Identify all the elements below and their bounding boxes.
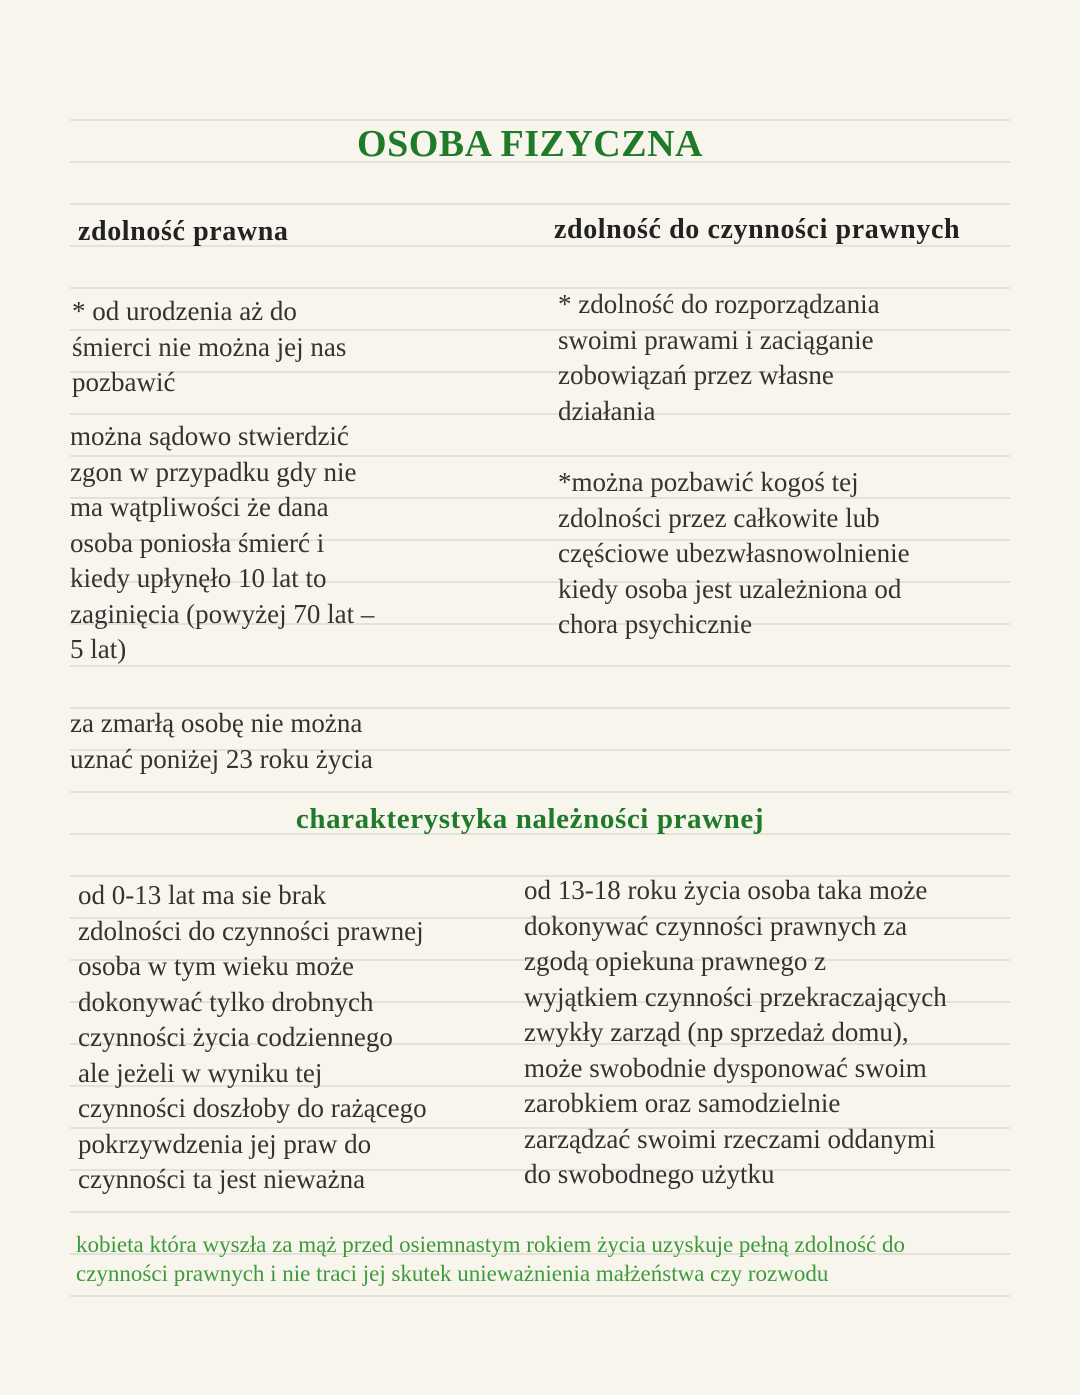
rule-line bbox=[70, 791, 1010, 793]
footnote-marriage: kobieta która wyszła za mąż przed osiemnastym rokiem życia uzyskuje pełną zdolność do czynności prawnych i nie traci jej skutek unieważnienia małżeństwa czy rozwodu bbox=[76, 1232, 905, 1286]
age-0-13-paragraph: od 0-13 lat ma sie brak zdolności do czynności prawnej osoba w tym wieku może dokonywać tylko drobnych czynności życia codziennego ale jeżeli w wyniku tej czynności doszłoby do rażącego pokrzywdzenia jej praw do czynności ta jest nieważna bbox=[78, 880, 427, 1194]
left-paragraph-death-declaration: można sądowo stwierdzić zgon w przypadku gdy nie ma wątpliwości że dana osoba poniosła śmierć i kiedy upłynęło 10 lat to zaginięcia (powyżej 70 lat – 5 lat) bbox=[70, 421, 375, 664]
left-paragraph-age-limit: za zmarłą osobę nie można uznać poniżej 23 roku życia bbox=[70, 708, 373, 774]
age-13-18-paragraph: od 13-18 roku życia osoba taka może dokonywać czynności prawnych za zgodą opiekuna prawnego z wyjątkiem czynności przekraczających zwykły zarząd (np sprzedaż domu), może swobodnie dysponować swoim zarobkiem oraz samodzielnie zarządzać swoimi rzeczami oddanymi do swobodnego użytku bbox=[524, 875, 947, 1189]
rule-line bbox=[70, 119, 1010, 121]
section-heading: charakterystyka należności prawnej bbox=[295, 803, 765, 835]
heading-legal-capacity: zdolność prawna bbox=[78, 216, 289, 247]
heading-capacity-for-legal-acts: zdolność do czynności prawnych bbox=[554, 214, 961, 245]
page-title: OSOBA FIZYCZNA bbox=[357, 123, 703, 165]
right-paragraph-disposal-of-rights: * zdolność do rozporządzania swoimi prawami i zaciąganie zobowiązań przez własne działania bbox=[558, 289, 880, 426]
rule-line bbox=[70, 1295, 1010, 1297]
rule-line bbox=[70, 203, 1010, 205]
rule-line bbox=[70, 1211, 1010, 1213]
right-paragraph-incapacitation: *można pozbawić kogoś tej zdolności przez całkowite lub częściowe ubezwłasnowolnienie kiedy osoba jest uzależniona od chora psychicznie bbox=[558, 467, 910, 639]
left-paragraph-birth-to-death: * od urodzenia aż do śmierci nie można jej nas pozbawić bbox=[72, 296, 347, 397]
